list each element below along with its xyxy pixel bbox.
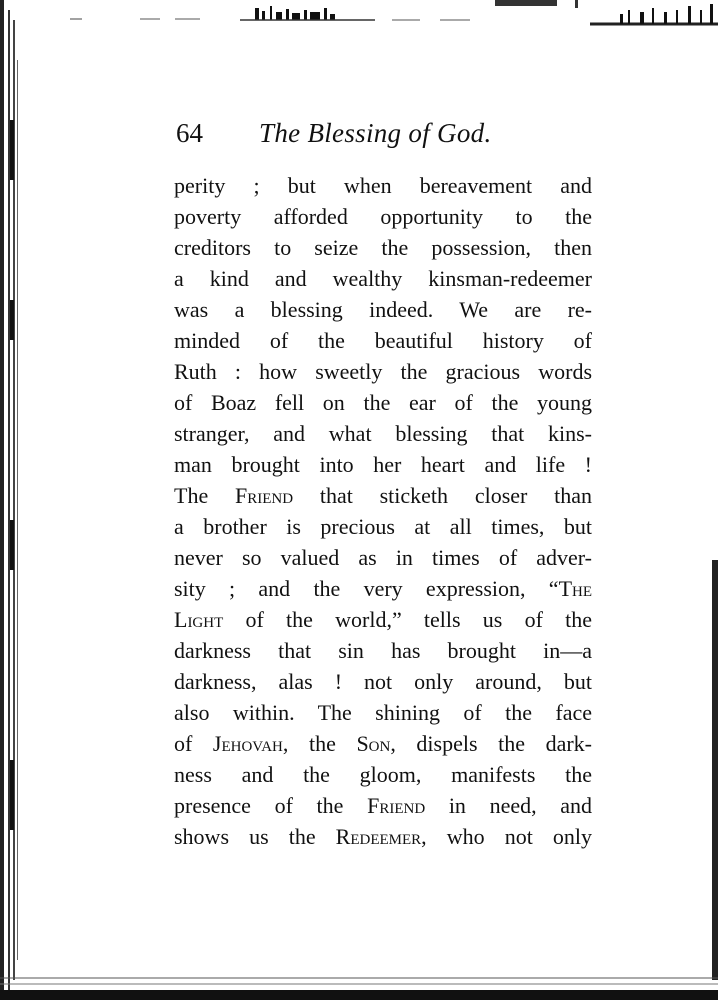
text-run: man brought into her heart and life ! bbox=[174, 452, 592, 477]
text-run: , dispels the dark- bbox=[390, 731, 593, 756]
text-line bbox=[174, 697, 592, 728]
small-caps-text: Jehovah bbox=[212, 731, 283, 756]
text-run: of the world,” tells us of the bbox=[223, 607, 592, 632]
text-line bbox=[174, 263, 592, 294]
text-line bbox=[174, 170, 592, 201]
text-line bbox=[174, 294, 592, 325]
text-run: also within. The shining of the face bbox=[174, 700, 592, 725]
text-run: darkness, alas ! not only around, but bbox=[174, 669, 592, 694]
text-run: , who not only bbox=[421, 824, 592, 849]
text-run: presence of the bbox=[174, 793, 368, 818]
running-header bbox=[176, 118, 596, 154]
text-line bbox=[174, 232, 592, 263]
text-line bbox=[174, 759, 592, 790]
text-run: poverty afforded opportunity to the bbox=[174, 204, 592, 229]
text-line bbox=[174, 604, 592, 635]
text-run: a brother is precious at all times, but bbox=[174, 514, 592, 539]
text-line bbox=[174, 449, 592, 480]
text-run: minded of the beautiful history of bbox=[174, 328, 592, 353]
text-run: stranger, and what blessing that kins- bbox=[174, 421, 592, 446]
text-line bbox=[174, 325, 592, 356]
text-line bbox=[174, 418, 592, 449]
text-line bbox=[174, 201, 592, 232]
text-run: sity ; and the very expression, “ bbox=[174, 576, 559, 601]
small-caps-text: The bbox=[558, 576, 592, 601]
text-run: that sticketh closer than bbox=[293, 483, 592, 508]
running-title: The Blessing of God. bbox=[259, 118, 492, 148]
text-run: was a blessing indeed. We are re- bbox=[174, 297, 592, 322]
text-run: of bbox=[174, 731, 213, 756]
text-run: in need, and bbox=[425, 793, 593, 818]
text-line bbox=[174, 480, 592, 511]
small-caps-text: Son bbox=[356, 731, 391, 756]
text-run: a kind and wealthy kinsman-redeemer bbox=[174, 266, 592, 291]
text-line bbox=[174, 356, 592, 387]
text-line bbox=[174, 542, 592, 573]
scan-right-edge bbox=[712, 560, 718, 980]
text-run: of Boaz fell on the ear of the young bbox=[174, 390, 592, 415]
page-number: 64 bbox=[176, 118, 203, 148]
scan-bottom-edge bbox=[0, 974, 718, 1000]
small-caps-text: Friend bbox=[367, 793, 426, 818]
text-line bbox=[174, 573, 592, 604]
text-run: , the bbox=[282, 731, 357, 756]
small-caps-text: Redeemer bbox=[335, 824, 422, 849]
text-run: darkness that sin has brought in—a bbox=[174, 638, 592, 663]
text-line bbox=[174, 511, 592, 542]
text-run: Ruth : how sweetly the gracious words bbox=[174, 359, 592, 384]
text-run: never so valued as in times of adver- bbox=[174, 545, 592, 570]
body-text bbox=[174, 170, 592, 852]
text-run: perity ; but when bereavement and bbox=[174, 173, 592, 198]
text-run: The bbox=[174, 483, 235, 508]
scan-left-edge bbox=[0, 0, 30, 1000]
text-line bbox=[174, 635, 592, 666]
text-run: creditors to seize the possession, then bbox=[174, 235, 592, 260]
text-line bbox=[174, 790, 592, 821]
text-line bbox=[174, 728, 592, 759]
text-line bbox=[174, 821, 592, 852]
scan-top-edge bbox=[0, 0, 718, 34]
text-run: shows us the bbox=[174, 824, 336, 849]
text-line bbox=[174, 666, 592, 697]
small-caps-text: Friend bbox=[234, 483, 294, 508]
small-caps-text: Light bbox=[174, 607, 224, 632]
text-run: ness and the gloom, manifests the bbox=[174, 762, 592, 787]
text-line bbox=[174, 387, 592, 418]
